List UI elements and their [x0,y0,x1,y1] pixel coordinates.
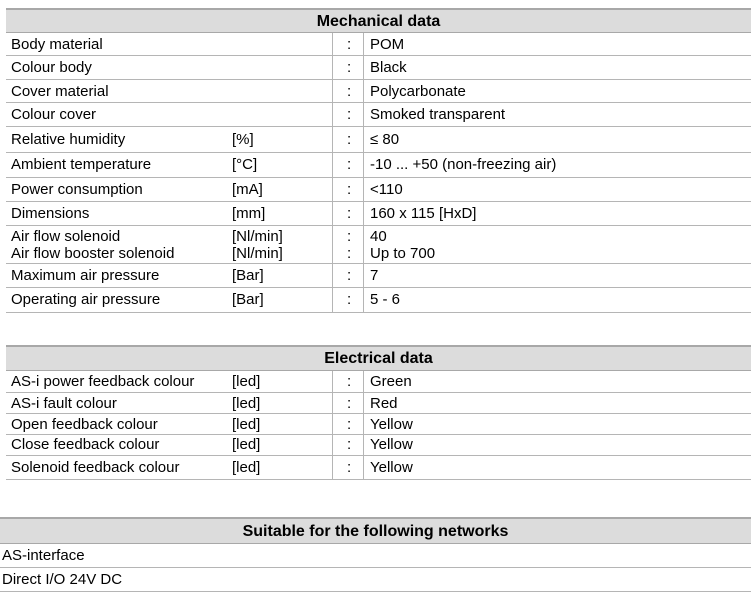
row-line [11,267,751,285]
row-colon: : [347,291,352,308]
mechanical-data-header: Mechanical data [6,8,751,33]
electrical-data-section [6,345,751,480]
row-label: Dimensions [11,205,90,222]
table-row [6,456,751,480]
networks-section [0,517,751,592]
row-line [11,291,751,309]
row-line [11,205,751,223]
row-value: Polycarbonate [370,83,466,100]
row-label: Cover material [11,83,109,100]
row-unit: [°C] [232,156,258,173]
table-row [6,178,751,202]
row-value: -10 ... +50 (non-freezing air) [370,156,557,173]
row-colon: : [347,416,352,433]
row-label: Open feedback colour [11,416,158,433]
row-value: 7 [370,267,379,284]
network-item [0,544,751,568]
row-colon: : [347,459,352,476]
row-label: Body material [11,36,103,53]
row-unit: [Bar] [232,267,264,284]
row-label: Air flow booster solenoid [11,245,175,262]
network-item-label: Direct I/O 24V DC [2,571,123,588]
row-value: 160 x 115 [HxD] [370,205,477,222]
row-label: Air flow solenoid [11,228,121,245]
row-colon: : [347,395,352,412]
row-unit: [mm] [232,205,266,222]
row-colon: : [347,373,352,390]
row-unit: [Nl/min] [232,228,283,245]
row-value: Up to 700 [370,245,436,262]
row-colon: : [347,59,352,76]
table-row [6,393,751,414]
table-row [6,127,751,153]
row-value: Smoked transparent [370,106,506,123]
row-value: <110 [370,181,403,198]
row-label: Maximum air pressure [11,267,160,284]
table-row [6,264,751,288]
row-unit: [Bar] [232,291,264,308]
row-line [11,83,751,101]
row-value: 40 [370,228,387,245]
network-item-label: AS-interface [2,547,85,564]
row-colon: : [347,205,352,222]
row-value: Yellow [370,436,413,453]
row-line [11,59,751,77]
row-colon: : [347,245,352,262]
row-colon: : [347,83,352,100]
table-row [6,371,751,393]
row-label: Operating air pressure [11,291,161,308]
networks-header: Suitable for the following networks [0,517,751,544]
row-value: Green [370,373,412,390]
row-colon: : [347,436,352,453]
row-value: Red [370,395,398,412]
row-line [11,106,751,124]
row-unit: [led] [232,459,261,476]
row-unit: [led] [232,373,261,390]
row-colon: : [347,106,352,123]
table-row [6,226,751,264]
row-label: Ambient temperature [11,156,152,173]
table-row [6,414,751,435]
electrical-data-rows [6,371,751,480]
row-value: Yellow [370,416,413,433]
row-value: 5 - 6 [370,291,401,308]
row-colon: : [347,36,352,53]
row-label: Colour body [11,59,92,76]
row-line [11,373,751,391]
table-row [6,80,751,103]
row-line [11,416,751,434]
row-line [11,228,751,246]
row-line [11,156,751,174]
row-label: Relative humidity [11,131,126,148]
row-line [11,36,751,54]
row-unit: [mA] [232,181,263,198]
row-unit: [%] [232,131,254,148]
mechanical-data-rows [6,33,751,313]
row-label: Close feedback colour [11,436,160,453]
row-label: Solenoid feedback colour [11,459,180,476]
network-item [0,568,751,592]
row-colon: : [347,156,352,173]
row-line [11,395,751,413]
table-row [6,103,751,127]
row-line [11,131,751,149]
row-line [11,181,751,199]
row-line [11,459,751,477]
row-value: Black [370,59,407,76]
row-line [11,436,751,454]
row-colon: : [347,131,352,148]
mechanical-data-section [6,8,751,313]
row-value: ≤ 80 [370,131,400,148]
table-row [6,56,751,80]
row-label: AS-i power feedback colour [11,373,195,390]
row-unit: [led] [232,416,261,433]
table-row [6,435,751,456]
row-label: AS-i fault colour [11,395,117,412]
row-unit: [led] [232,395,261,412]
row-unit: [led] [232,436,261,453]
electrical-data-header: Electrical data [6,345,751,371]
row-label: Colour cover [11,106,97,123]
row-unit: [Nl/min] [232,245,283,262]
row-value: Yellow [370,459,413,476]
table-row [6,202,751,226]
row-label: Power consumption [11,181,143,198]
row-colon: : [347,181,352,198]
networks-list [0,544,751,592]
table-row [6,288,751,313]
table-row [6,153,751,178]
row-value: POM [370,36,405,53]
row-line [11,245,751,263]
row-colon: : [347,228,352,245]
row-colon: : [347,267,352,284]
table-row [6,33,751,56]
